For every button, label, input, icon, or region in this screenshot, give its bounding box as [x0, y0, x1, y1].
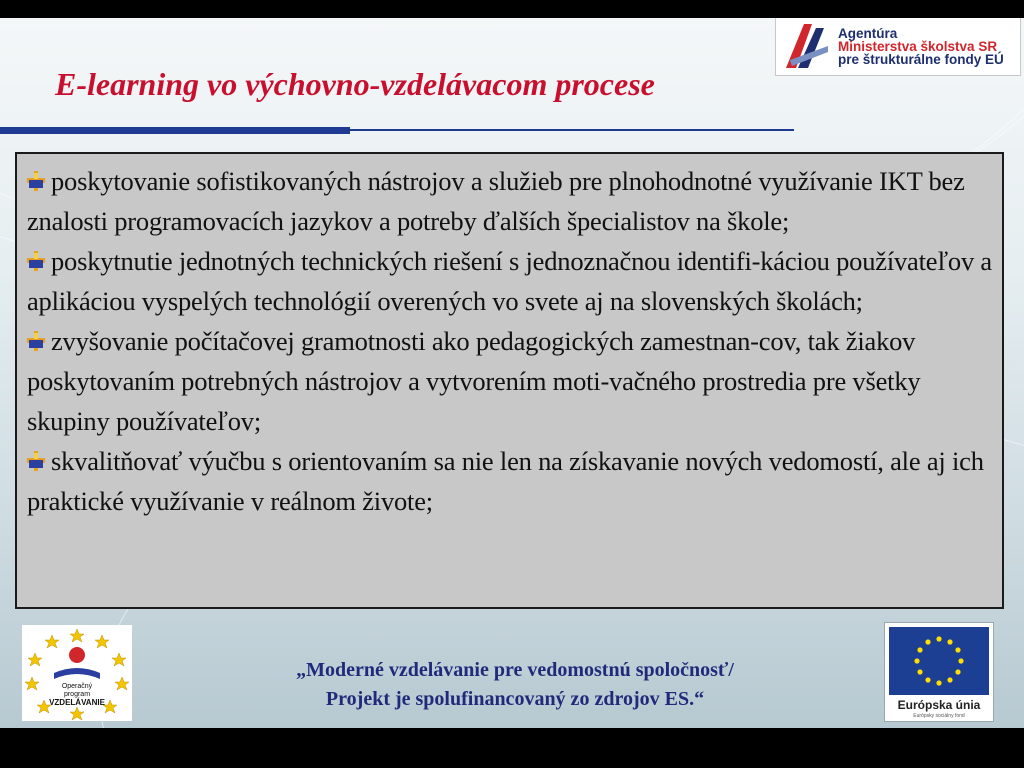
op-logo-label	[48, 683, 106, 708]
agency-logo-mark-icon	[782, 18, 834, 74]
agency-logo-line3: pre štrukturálne fondy EÚ	[838, 51, 1004, 67]
bullet-item	[27, 441, 992, 521]
agency-logo	[775, 18, 1021, 76]
bullet-text: skvalitňovať výučbu s orientovaním sa nie len na získavanie nových vedomostí, ale aj ich praktické využívanie v reálnom živote;	[27, 446, 984, 516]
op-logo-line2: VZDELÁVANIE	[49, 698, 105, 707]
slide-title: E-learning vo výchovno-vzdelávacom procese	[55, 66, 655, 102]
agency-logo-line1: Agentúra	[838, 25, 898, 41]
bullet-text: poskytnutie jednotných technických riešení s jednoznačnou identifi-káciou používateľov a aplikáciou vyspelých technológií overených vo svete aj na slovenských školách;	[27, 246, 992, 316]
eu-logo-subtitle: Európsky sociálny fond	[913, 713, 965, 719]
eu-logo	[884, 622, 994, 722]
agency-logo-line2: Ministerstva školstva SR	[838, 38, 998, 54]
bullet-icon	[27, 251, 45, 271]
bullet-item	[27, 321, 992, 441]
title-underline-thick	[0, 127, 350, 134]
bullet-text: poskytovanie sofistikovaných nástrojov a služieb pre plnohodnotné využívanie IKT bez znalosti programovacích jazykov a potreby ďalších špecialistov na škole;	[27, 166, 965, 236]
bullet-item	[27, 161, 992, 241]
bullet-icon	[27, 331, 45, 351]
footer-text	[200, 656, 830, 714]
bullet-icon	[27, 451, 45, 471]
bullet-icon	[27, 171, 45, 191]
title-underline-thin	[350, 129, 794, 131]
op-vzdelavanie-logo	[22, 625, 132, 721]
bullet-item	[27, 241, 992, 321]
footer-line1: „Moderné vzdelávanie pre vedomostnú spoločnosť/	[296, 659, 734, 681]
content-box	[15, 152, 1004, 609]
op-logo-line1: Operačný program	[61, 683, 93, 698]
footer-line2: Projekt je spolufinancovaný zo zdrojov ES.“	[325, 688, 705, 710]
eu-logo-name: Európska únia	[897, 698, 981, 712]
slide	[0, 18, 1024, 728]
eu-flag-icon	[889, 627, 989, 695]
bullet-text: zvyšovanie počítačovej gramotnosti ako pedagogických zamestnan-cov, tak žiakov poskytovaním potrebných nástrojov a vytvorením moti-vačného prostredia pre všetky skupiny používateľov;	[27, 326, 921, 436]
